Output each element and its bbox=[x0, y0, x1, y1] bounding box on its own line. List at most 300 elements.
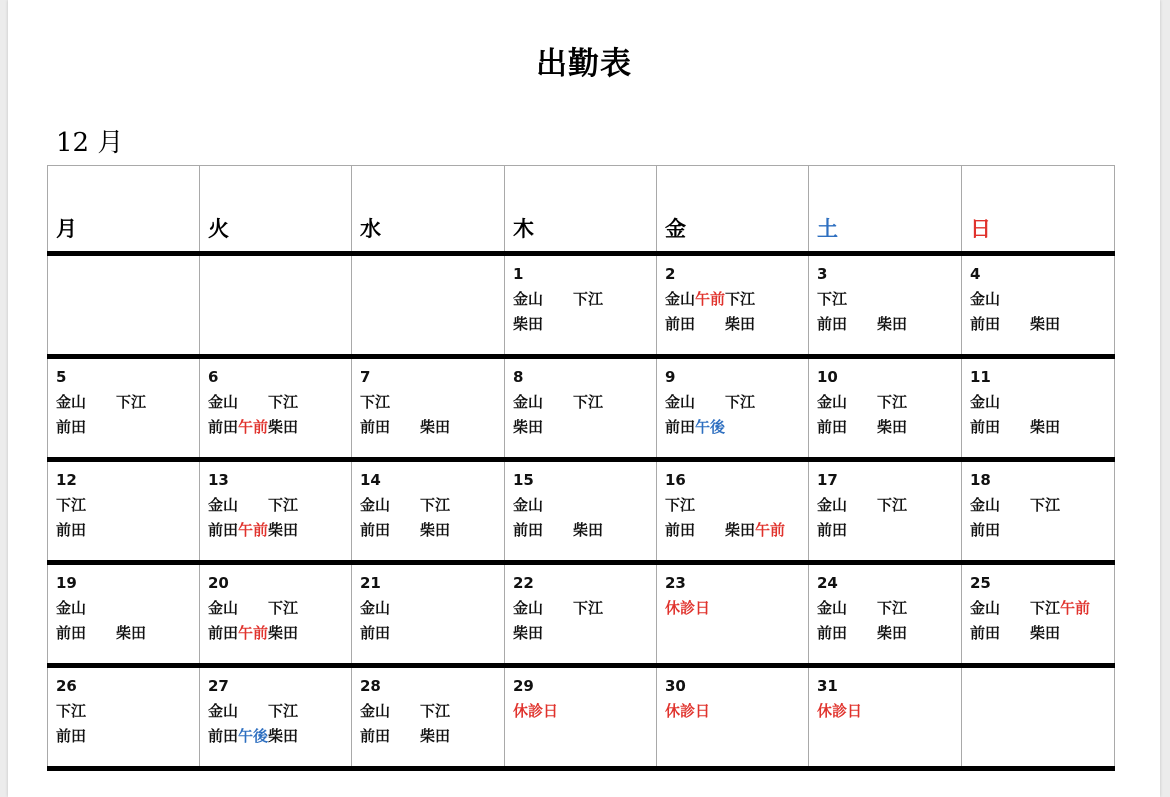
staff-name: 下江 bbox=[420, 496, 451, 514]
day-number: 30 bbox=[665, 677, 686, 695]
day-cell-content bbox=[809, 359, 961, 440]
day-cell-content bbox=[657, 668, 808, 724]
staff-name: 柴田 bbox=[513, 418, 544, 436]
staff-entry bbox=[1030, 596, 1090, 621]
staff-entry bbox=[513, 287, 573, 312]
staff-line bbox=[970, 518, 1114, 543]
closed-day-label: 休診日 bbox=[513, 702, 559, 720]
staff-name: 柴田 bbox=[268, 521, 299, 539]
day-cell-content bbox=[48, 565, 199, 646]
day-number: 8 bbox=[513, 368, 524, 386]
day-cell bbox=[48, 666, 200, 769]
staff-line bbox=[970, 415, 1114, 440]
staff-name: 下江 bbox=[877, 599, 908, 617]
staff-line bbox=[817, 312, 961, 337]
staff-line bbox=[208, 621, 351, 646]
weekday-header-sun: 日 bbox=[962, 166, 1115, 254]
staff-entry bbox=[817, 390, 877, 415]
staff-entry bbox=[970, 287, 1030, 312]
staff-name: 柴田 bbox=[877, 315, 908, 333]
shift-note: 午前 bbox=[238, 418, 269, 436]
staff-name: 柴田 bbox=[1030, 418, 1061, 436]
closed-day-label: 休診日 bbox=[817, 702, 863, 720]
day-cell-content bbox=[962, 359, 1114, 440]
shift-note: 午前 bbox=[1060, 599, 1091, 617]
day-number: 25 bbox=[970, 574, 991, 592]
staff-entry bbox=[268, 493, 328, 518]
staff-line bbox=[970, 596, 1114, 621]
staff-line bbox=[56, 390, 199, 415]
day-cell-content bbox=[200, 359, 351, 440]
day-number: 11 bbox=[970, 368, 991, 386]
staff-entry bbox=[513, 699, 573, 724]
staff-line bbox=[208, 596, 351, 621]
staff-entry bbox=[513, 415, 573, 440]
day-cell bbox=[505, 460, 657, 563]
staff-entry bbox=[513, 493, 573, 518]
day-cell-content bbox=[657, 256, 808, 337]
staff-line bbox=[970, 621, 1114, 646]
day-cell-content bbox=[657, 359, 808, 440]
staff-entry bbox=[513, 312, 573, 337]
staff-line bbox=[56, 518, 199, 543]
staff-entry bbox=[573, 596, 633, 621]
staff-entry bbox=[208, 724, 268, 749]
staff-name: 金山 bbox=[56, 393, 87, 411]
staff-line bbox=[665, 312, 808, 337]
day-number: 20 bbox=[208, 574, 229, 592]
staff-entry bbox=[268, 518, 328, 543]
day-cell bbox=[809, 254, 962, 357]
day-number: 14 bbox=[360, 471, 381, 489]
staff-line bbox=[360, 518, 504, 543]
staff-line bbox=[817, 621, 961, 646]
staff-entry bbox=[725, 312, 785, 337]
day-cell bbox=[809, 563, 962, 666]
staff-line bbox=[970, 287, 1114, 312]
staff-name: 下江 bbox=[877, 393, 908, 411]
staff-line bbox=[208, 415, 351, 440]
day-cell-content bbox=[48, 462, 199, 543]
day-cell bbox=[48, 357, 200, 460]
staff-name: 前田 bbox=[360, 727, 391, 745]
day-cell-content bbox=[657, 462, 808, 543]
staff-name: 金山 bbox=[56, 599, 87, 617]
day-number: 3 bbox=[817, 265, 828, 283]
closed-day-label: 休診日 bbox=[665, 702, 711, 720]
staff-entry bbox=[817, 699, 877, 724]
day-cell-content bbox=[200, 565, 351, 646]
staff-line bbox=[56, 724, 199, 749]
staff-line bbox=[360, 493, 504, 518]
staff-name: 下江 bbox=[877, 496, 908, 514]
staff-line bbox=[817, 415, 961, 440]
day-cell bbox=[48, 563, 200, 666]
staff-line bbox=[665, 596, 808, 621]
staff-line bbox=[513, 493, 656, 518]
staff-entry bbox=[817, 518, 877, 543]
staff-entry bbox=[513, 518, 573, 543]
staff-entry bbox=[56, 699, 116, 724]
day-number: 18 bbox=[970, 471, 991, 489]
shift-note: 午前 bbox=[755, 521, 786, 539]
staff-name: 下江 bbox=[1030, 599, 1061, 617]
staff-line bbox=[360, 596, 504, 621]
staff-line bbox=[665, 518, 808, 543]
day-cell bbox=[809, 357, 962, 460]
staff-name: 柴田 bbox=[1030, 315, 1061, 333]
staff-entry bbox=[360, 699, 420, 724]
staff-line bbox=[56, 415, 199, 440]
day-number: 19 bbox=[56, 574, 77, 592]
day-cell bbox=[657, 563, 809, 666]
day-number: 13 bbox=[208, 471, 229, 489]
staff-entry bbox=[268, 390, 328, 415]
staff-entry bbox=[513, 390, 573, 415]
staff-name: 金山 bbox=[970, 290, 1001, 308]
day-number: 15 bbox=[513, 471, 534, 489]
staff-entry bbox=[665, 493, 725, 518]
staff-entry bbox=[665, 596, 725, 621]
day-cell bbox=[200, 460, 352, 563]
staff-line bbox=[665, 390, 808, 415]
staff-entry bbox=[1030, 415, 1090, 440]
staff-entry bbox=[208, 699, 268, 724]
staff-entry bbox=[360, 518, 420, 543]
staff-name: 下江 bbox=[725, 290, 756, 308]
staff-entry bbox=[877, 312, 937, 337]
staff-entry bbox=[970, 596, 1030, 621]
staff-entry bbox=[420, 699, 480, 724]
staff-name: 柴田 bbox=[725, 521, 756, 539]
staff-line bbox=[665, 493, 808, 518]
staff-line bbox=[208, 390, 351, 415]
staff-name: 下江 bbox=[56, 702, 87, 720]
staff-line bbox=[817, 390, 961, 415]
staff-entry bbox=[665, 390, 725, 415]
staff-name: 柴田 bbox=[420, 521, 451, 539]
staff-name: 金山 bbox=[208, 496, 239, 514]
staff-entry bbox=[56, 493, 116, 518]
day-number: 2 bbox=[665, 265, 676, 283]
staff-name: 金山 bbox=[360, 702, 391, 720]
empty-day-cell bbox=[48, 254, 200, 357]
weekday-header-mon: 月 bbox=[48, 166, 200, 254]
shift-note: 午前 bbox=[238, 624, 269, 642]
staff-entry bbox=[877, 493, 937, 518]
staff-line bbox=[665, 287, 808, 312]
staff-line bbox=[360, 699, 504, 724]
staff-line bbox=[360, 390, 504, 415]
day-number: 27 bbox=[208, 677, 229, 695]
staff-name: 前田 bbox=[208, 418, 239, 436]
day-cell-content bbox=[48, 668, 199, 749]
day-number: 26 bbox=[56, 677, 77, 695]
day-cell bbox=[809, 666, 962, 769]
staff-entry bbox=[208, 518, 268, 543]
staff-entry bbox=[725, 287, 785, 312]
day-cell-content bbox=[505, 462, 656, 543]
day-cell bbox=[352, 357, 505, 460]
staff-name: 前田 bbox=[970, 418, 1001, 436]
staff-line bbox=[970, 312, 1114, 337]
month-label: 12 月 bbox=[56, 128, 124, 158]
staff-line bbox=[360, 621, 504, 646]
staff-line bbox=[817, 493, 961, 518]
day-number: 7 bbox=[360, 368, 371, 386]
day-cell bbox=[352, 460, 505, 563]
staff-name: 前田 bbox=[817, 624, 848, 642]
staff-name: 柴田 bbox=[513, 315, 544, 333]
staff-name: 柴田 bbox=[1030, 624, 1061, 642]
staff-name: 前田 bbox=[817, 521, 848, 539]
day-number: 16 bbox=[665, 471, 686, 489]
day-cell-content bbox=[48, 359, 199, 440]
staff-name: 下江 bbox=[268, 393, 299, 411]
staff-entry bbox=[360, 415, 420, 440]
staff-entry bbox=[970, 493, 1030, 518]
day-cell bbox=[200, 563, 352, 666]
day-cell-content bbox=[809, 565, 961, 646]
staff-name: 柴田 bbox=[268, 624, 299, 642]
staff-name: 金山 bbox=[208, 702, 239, 720]
staff-entry bbox=[420, 518, 480, 543]
staff-name: 前田 bbox=[56, 727, 87, 745]
staff-name: 前田 bbox=[208, 521, 239, 539]
staff-entry bbox=[573, 518, 633, 543]
staff-entry bbox=[208, 415, 268, 440]
staff-entry bbox=[665, 312, 725, 337]
day-number: 9 bbox=[665, 368, 676, 386]
staff-entry bbox=[1030, 312, 1090, 337]
staff-name: 前田 bbox=[665, 521, 696, 539]
week-row bbox=[48, 254, 1115, 357]
staff-name: 下江 bbox=[56, 496, 87, 514]
staff-entry bbox=[360, 621, 420, 646]
day-cell-content bbox=[962, 565, 1114, 646]
staff-entry bbox=[665, 699, 725, 724]
staff-entry bbox=[116, 390, 176, 415]
staff-entry bbox=[360, 596, 420, 621]
staff-name: 前田 bbox=[208, 727, 239, 745]
day-cell-content bbox=[962, 256, 1114, 337]
staff-name: 金山 bbox=[970, 496, 1001, 514]
staff-name: 金山 bbox=[970, 599, 1001, 617]
day-cell-content bbox=[505, 565, 656, 646]
staff-name: 柴田 bbox=[725, 315, 756, 333]
day-number: 21 bbox=[360, 574, 381, 592]
staff-name: 金山 bbox=[817, 496, 848, 514]
staff-name: 前田 bbox=[970, 315, 1001, 333]
staff-line bbox=[513, 518, 656, 543]
day-number: 29 bbox=[513, 677, 534, 695]
staff-name: 柴田 bbox=[420, 418, 451, 436]
staff-entry bbox=[1030, 493, 1090, 518]
staff-entry bbox=[665, 518, 725, 543]
staff-line bbox=[665, 699, 808, 724]
day-cell bbox=[200, 357, 352, 460]
staff-name: 柴田 bbox=[420, 727, 451, 745]
staff-line bbox=[56, 493, 199, 518]
page-title: 出勤表 bbox=[536, 46, 632, 82]
day-cell bbox=[962, 563, 1115, 666]
day-cell bbox=[657, 254, 809, 357]
staff-entry bbox=[208, 596, 268, 621]
staff-name: 前田 bbox=[360, 521, 391, 539]
day-cell bbox=[352, 666, 505, 769]
staff-line bbox=[817, 518, 961, 543]
staff-line bbox=[513, 390, 656, 415]
staff-entry bbox=[56, 415, 116, 440]
staff-name: 下江 bbox=[817, 290, 848, 308]
day-cell-content bbox=[352, 462, 504, 543]
week-row bbox=[48, 357, 1115, 460]
staff-line bbox=[56, 699, 199, 724]
day-cell bbox=[352, 563, 505, 666]
staff-name: 柴田 bbox=[877, 624, 908, 642]
staff-line bbox=[208, 699, 351, 724]
day-cell bbox=[657, 666, 809, 769]
staff-entry bbox=[268, 415, 328, 440]
staff-entry bbox=[970, 415, 1030, 440]
staff-name: 下江 bbox=[1030, 496, 1061, 514]
staff-entry bbox=[877, 621, 937, 646]
staff-name: 金山 bbox=[970, 393, 1001, 411]
staff-entry bbox=[817, 287, 877, 312]
day-number: 22 bbox=[513, 574, 534, 592]
staff-name: 前田 bbox=[208, 624, 239, 642]
staff-entry bbox=[208, 493, 268, 518]
staff-entry bbox=[817, 621, 877, 646]
staff-entry bbox=[208, 621, 268, 646]
staff-entry bbox=[360, 390, 420, 415]
staff-name: 金山 bbox=[817, 599, 848, 617]
day-number: 4 bbox=[970, 265, 981, 283]
staff-name: 下江 bbox=[420, 702, 451, 720]
day-number: 23 bbox=[665, 574, 686, 592]
day-cell bbox=[505, 563, 657, 666]
staff-name: 柴田 bbox=[513, 624, 544, 642]
day-number: 17 bbox=[817, 471, 838, 489]
staff-line bbox=[817, 596, 961, 621]
day-cell-content bbox=[962, 462, 1114, 543]
staff-entry bbox=[970, 312, 1030, 337]
staff-entry bbox=[725, 390, 785, 415]
staff-entry bbox=[1030, 621, 1090, 646]
staff-name: 下江 bbox=[268, 599, 299, 617]
staff-line bbox=[513, 312, 656, 337]
staff-line bbox=[208, 724, 351, 749]
day-cell-content bbox=[657, 565, 808, 621]
staff-name: 柴田 bbox=[573, 521, 604, 539]
day-number: 10 bbox=[817, 368, 838, 386]
staff-name: 下江 bbox=[116, 393, 147, 411]
staff-name: 金山 bbox=[513, 290, 544, 308]
staff-line bbox=[817, 287, 961, 312]
staff-name: 前田 bbox=[665, 418, 696, 436]
staff-entry bbox=[268, 596, 328, 621]
staff-name: 前田 bbox=[360, 418, 391, 436]
staff-entry bbox=[420, 415, 480, 440]
staff-entry bbox=[877, 596, 937, 621]
staff-entry bbox=[268, 621, 328, 646]
staff-line bbox=[360, 724, 504, 749]
day-number: 6 bbox=[208, 368, 219, 386]
staff-entry bbox=[420, 724, 480, 749]
week-row bbox=[48, 666, 1115, 769]
attendance-calendar bbox=[47, 165, 1115, 771]
staff-name: 前田 bbox=[56, 624, 87, 642]
staff-name: 柴田 bbox=[116, 624, 147, 642]
staff-entry bbox=[817, 415, 877, 440]
day-number: 5 bbox=[56, 368, 67, 386]
empty-day-cell bbox=[352, 254, 505, 357]
staff-entry bbox=[268, 724, 328, 749]
staff-name: 下江 bbox=[573, 290, 604, 308]
staff-entry bbox=[56, 596, 116, 621]
staff-entry bbox=[970, 518, 1030, 543]
staff-line bbox=[970, 493, 1114, 518]
staff-line bbox=[817, 699, 961, 724]
staff-line bbox=[970, 390, 1114, 415]
staff-entry bbox=[573, 287, 633, 312]
day-cell-content bbox=[200, 668, 351, 749]
staff-name: 金山 bbox=[360, 496, 391, 514]
staff-name: 金山 bbox=[208, 599, 239, 617]
calendar-body bbox=[48, 254, 1115, 769]
staff-entry bbox=[573, 390, 633, 415]
weekday-header-wed: 水 bbox=[352, 166, 505, 254]
week-row bbox=[48, 460, 1115, 563]
staff-name: 下江 bbox=[268, 702, 299, 720]
weekday-header-thu: 木 bbox=[505, 166, 657, 254]
staff-line bbox=[665, 415, 808, 440]
staff-entry bbox=[208, 390, 268, 415]
staff-name: 柴田 bbox=[268, 418, 299, 436]
empty-day-cell bbox=[962, 666, 1115, 769]
day-cell bbox=[962, 460, 1115, 563]
staff-entry bbox=[970, 621, 1030, 646]
staff-line bbox=[208, 493, 351, 518]
day-cell-content bbox=[200, 462, 351, 543]
day-cell-content bbox=[505, 256, 656, 337]
staff-name: 下江 bbox=[573, 393, 604, 411]
week-row bbox=[48, 563, 1115, 666]
staff-name: 金山 bbox=[665, 290, 696, 308]
staff-name: 下江 bbox=[573, 599, 604, 617]
day-cell bbox=[809, 460, 962, 563]
staff-name: 金山 bbox=[817, 393, 848, 411]
staff-entry bbox=[56, 518, 116, 543]
day-cell bbox=[505, 254, 657, 357]
staff-entry bbox=[817, 596, 877, 621]
day-cell-content bbox=[505, 668, 656, 724]
day-cell-content bbox=[352, 359, 504, 440]
staff-name: 下江 bbox=[725, 393, 756, 411]
staff-entry bbox=[420, 493, 480, 518]
staff-entry bbox=[56, 724, 116, 749]
staff-name: 金山 bbox=[360, 599, 391, 617]
staff-name: 前田 bbox=[817, 315, 848, 333]
staff-entry bbox=[725, 518, 785, 543]
staff-line bbox=[513, 287, 656, 312]
day-number: 31 bbox=[817, 677, 838, 695]
staff-entry bbox=[665, 415, 725, 440]
day-cell bbox=[657, 357, 809, 460]
day-number: 1 bbox=[513, 265, 524, 283]
shift-note: 午後 bbox=[238, 727, 269, 745]
staff-entry bbox=[817, 312, 877, 337]
